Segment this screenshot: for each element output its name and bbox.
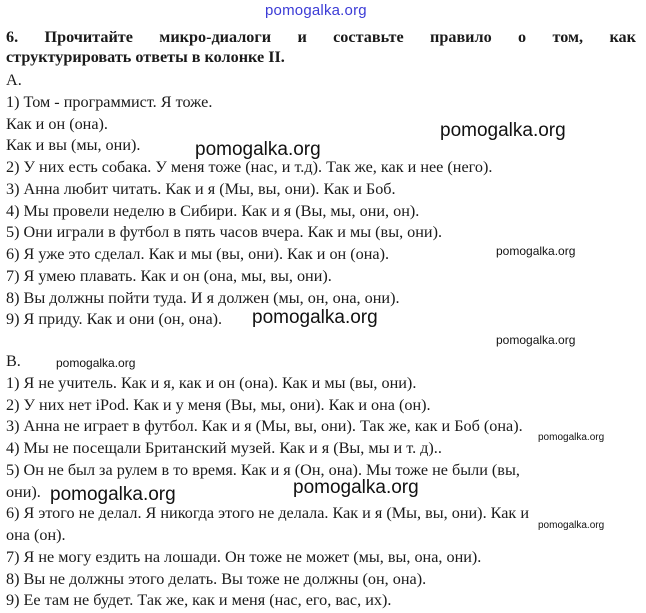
heading-line-2: структурировать ответы в колонке II. [6, 48, 285, 66]
watermark-top[interactable]: pomogalka.org [265, 2, 367, 19]
watermark: pomogalka.org [496, 244, 576, 258]
watermark: pomogalka.org [252, 307, 378, 328]
section-a-line: Как и он (она). [6, 115, 108, 133]
section-a-line: 4) Мы провели неделю в Сибири. Как и я (Вы, мы, они, он). [6, 202, 420, 220]
heading-word: микро-диалоги [159, 28, 272, 46]
heading-word: составьте [333, 28, 404, 46]
section-b-line: 6) Я этого не делал. Я никогда этого не делала. Как и я (Мы, вы, они). Как и [6, 504, 530, 522]
section-a-line: 9) Я приду. Как и они (он, она). [6, 310, 223, 328]
heading-word: том, [552, 28, 584, 46]
heading-word: правило [430, 28, 492, 46]
exercise-heading [6, 27, 636, 67]
section-a-line: 1) Том - программист. Я тоже. [6, 93, 213, 111]
watermark: pomogalka.org [496, 333, 576, 347]
watermark: pomogalka.org [538, 432, 605, 443]
heading-word: 6. [6, 28, 19, 46]
section-b-line: 7) Я не могу ездить на лошади. Он тоже не может (мы, вы, она, они). [6, 548, 482, 566]
section-a-line: 6) Я уже это сделал. Как и мы (вы, они). Как и он (она). [6, 245, 390, 263]
section-a-line: 2) У них есть собака. У меня тоже (нас, и т.д). Так же, как и нее (него). [6, 158, 493, 176]
section-b-line: 3) Анна не играет в футбол. Как и я (Мы, вы, они). Так же, как и Боб (она). [6, 417, 523, 435]
watermark: pomogalka.org [440, 120, 566, 141]
watermark: pomogalka.org [293, 477, 419, 498]
watermark: pomogalka.org [195, 139, 321, 160]
heading-word: и [297, 28, 307, 46]
watermark: pomogalka.org [56, 356, 136, 370]
section-a-line: 7) Я умею плавать. Как и он (она, мы, вы, они). [6, 267, 332, 285]
heading-word: о [518, 28, 527, 46]
section-b-line: 8) Вы не должны этого делать. Вы тоже не должны (он, она). [6, 570, 427, 588]
heading-line-1 [6, 27, 636, 47]
section-a-line: 5) Они играли в футбол в пять часов вчера. Как и мы (вы, они). [6, 223, 443, 241]
heading-word: как [609, 28, 636, 46]
section-a-line: Как и вы (мы, они). [6, 136, 141, 154]
watermark: pomogalka.org [50, 484, 176, 505]
section-b-line: 4) Мы не посещали Британский музей. Как и я (Вы, мы и т. д).. [6, 439, 442, 457]
section-b-line: 1) Я не учитель. Как и я, как и он (она). Как и мы (вы, они). [6, 374, 417, 392]
section-b-line: 2) У них нет iPod. Как и у меня (Вы, мы, они). Как и она (он). [6, 396, 431, 414]
section-b-line: 9) Ее там не будет. Так же, как и меня (нас, его, вас, их). [6, 591, 392, 609]
section-a-line: 3) Анна любит читать. Как и я (Мы, вы, они). Как и Боб. [6, 180, 396, 198]
section-b-label: B. [6, 352, 21, 370]
section-b-line: они). [6, 483, 41, 501]
section-b-line: 5) Он не был за рулем в то время. Как и я (Он, она). Мы тоже не были (вы, [6, 461, 520, 479]
section-b-line: она (он). [6, 526, 66, 544]
section-a-line: 8) Вы должны пойти туда. И я должен (мы, он, она, они). [6, 289, 400, 307]
heading-word: Прочитайте [44, 28, 133, 46]
watermark: pomogalka.org [538, 520, 605, 531]
section-a-label: A. [6, 71, 22, 89]
